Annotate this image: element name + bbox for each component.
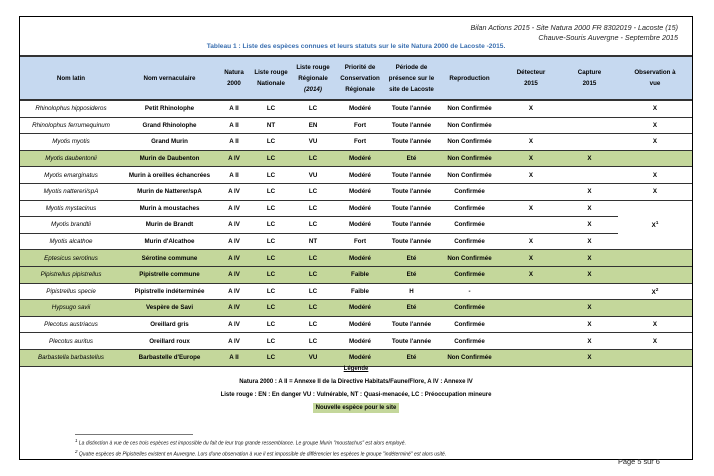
cell-liste-rouge-regionale: LC (291, 100, 335, 117)
cell-nom-vernaculaire: Oreillard gris (122, 316, 217, 333)
cell-liste-rouge-regionale: LC (291, 150, 335, 167)
cell-observation: X (618, 316, 692, 333)
cell-priorite: Modéré (335, 200, 385, 217)
cell-capture: X (561, 183, 618, 200)
col-natura-2000: Natura 2000 (217, 56, 251, 100)
cell-natura-2000: A II (217, 134, 251, 151)
cell-capture (561, 167, 618, 184)
cell-periode: Toute l'année (385, 233, 438, 250)
footnote-1: $^1$ La distinction à vue de ces trois espèces est impossible du fait de leur trop grande ressemblance. Le groupe Murin "moustachus" est alors employé. (75, 438, 406, 447)
table-row (20, 167, 692, 184)
cell-capture: X (561, 233, 618, 250)
table-header-row (20, 56, 692, 100)
cell-liste-rouge-nationale: LC (251, 316, 291, 333)
cell-observation-merged: $X^1$ (618, 200, 692, 250)
cell-observation (618, 300, 692, 317)
cell-reproduction: Non Confirmée (438, 250, 501, 267)
cell-reproduction: Non Confirmée (438, 150, 501, 167)
cell-periode: Toute l'année (385, 316, 438, 333)
cell-nom-latin: Myotis alcathoe (20, 233, 122, 250)
cell-detecteur: X (501, 100, 561, 117)
cell-liste-rouge-nationale: LC (251, 100, 291, 117)
cell-natura-2000: A IV (217, 283, 251, 300)
cell-nom-vernaculaire: Murin d'Alcathoe (122, 233, 217, 250)
table-row (20, 316, 692, 333)
table-caption: Tableau 1 : Liste des espèces connues et leurs statuts sur le site Natura 2000 de Lacoste -2015. (206, 43, 506, 50)
col-periode-presence: Période de présence sur le site de Lacoste (385, 56, 438, 100)
cell-nom-latin: Hypsugo savii (20, 300, 122, 317)
cell-capture: X (561, 300, 618, 317)
header-line-2: Chauve-Souris Auvergne - Septembre 2015 (538, 33, 678, 42)
legend-new-species: Nouvelle espèce pour le site (313, 403, 400, 413)
cell-nom-latin: Plecotus austriacus (20, 316, 122, 333)
table-row (20, 250, 692, 267)
cell-observation (618, 250, 692, 267)
cell-liste-rouge-regionale: LC (291, 266, 335, 283)
cell-nom-latin: Plecotus auritus (20, 333, 122, 350)
legend-liste-rouge: Liste rouge : EN : En danger VU : Vulnérable, NT : Quasi-menacée, LC : Préoccupation mineure (220, 392, 492, 398)
cell-liste-rouge-nationale: LC (251, 349, 291, 366)
cell-periode: Toute l'année (385, 333, 438, 350)
page-number: Page 5 sur 6 (618, 457, 660, 466)
cell-natura-2000: A IV (217, 200, 251, 217)
cell-observation: $X^2$ (618, 283, 692, 300)
cell-priorite: Modéré (335, 250, 385, 267)
cell-natura-2000: A IV (217, 333, 251, 350)
cell-nom-vernaculaire: Grand Murin (122, 134, 217, 151)
legend (20, 363, 692, 415)
table-row (20, 134, 692, 151)
cell-natura-2000: A IV (217, 266, 251, 283)
col-capture: Capture 2015 (561, 56, 618, 100)
cell-detecteur (501, 117, 561, 134)
cell-nom-vernaculaire: Murin de Natterer/spA (122, 183, 217, 200)
cell-capture: X (561, 200, 618, 217)
col-liste-rouge-nationale: Liste rouge Nationale (251, 56, 291, 100)
cell-capture (561, 134, 618, 151)
cell-nom-latin: Myotis myotis (20, 134, 122, 151)
cell-reproduction: Confirmée (438, 217, 501, 234)
table-row (20, 266, 692, 283)
cell-capture: X (561, 349, 618, 366)
cell-observation (618, 266, 692, 283)
cell-priorite: Fort (335, 233, 385, 250)
col-priorite-conservation: Priorité de Conservation Régionale (335, 56, 385, 100)
cell-capture: X (561, 333, 618, 350)
cell-nom-vernaculaire: Sérotine commune (122, 250, 217, 267)
cell-liste-rouge-regionale: LC (291, 217, 335, 234)
cell-liste-rouge-nationale: LC (251, 167, 291, 184)
legend-title: Légende (343, 366, 369, 372)
cell-reproduction: Confirmée (438, 233, 501, 250)
col-nom-vernaculaire: Nom vernaculaire (122, 56, 217, 100)
cell-detecteur (501, 316, 561, 333)
cell-observation: X (618, 183, 692, 200)
cell-observation: X (618, 167, 692, 184)
col-nom-latin: Nom latin (20, 56, 122, 100)
table-row (20, 183, 692, 200)
table-row (20, 117, 692, 134)
cell-capture (561, 283, 618, 300)
cell-natura-2000: A IV (217, 250, 251, 267)
cell-detecteur (501, 217, 561, 234)
cell-periode: Toute l'année (385, 134, 438, 151)
running-header (471, 23, 679, 43)
cell-nom-vernaculaire: Grand Rhinolophe (122, 117, 217, 134)
cell-liste-rouge-regionale: LC (291, 200, 335, 217)
cell-natura-2000: A II (217, 100, 251, 117)
cell-capture: X (561, 250, 618, 267)
cell-nom-vernaculaire: Pipistrelle indéterminée (122, 283, 217, 300)
cell-nom-latin: Barbastella barbastellus (20, 349, 122, 366)
cell-liste-rouge-nationale: LC (251, 283, 291, 300)
cell-liste-rouge-nationale: LC (251, 250, 291, 267)
cell-natura-2000: A IV (217, 150, 251, 167)
cell-nom-vernaculaire: Pipistrelle commune (122, 266, 217, 283)
cell-reproduction: Non Confirmée (438, 134, 501, 151)
cell-capture: X (561, 316, 618, 333)
cell-liste-rouge-nationale: LC (251, 183, 291, 200)
cell-nom-latin: Myotis nattereri/spA (20, 183, 122, 200)
cell-liste-rouge-nationale: LC (251, 266, 291, 283)
cell-liste-rouge-regionale: NT (291, 233, 335, 250)
table-row (20, 200, 692, 217)
cell-liste-rouge-regionale: VU (291, 349, 335, 366)
cell-detecteur (501, 183, 561, 200)
cell-priorite: Fort (335, 117, 385, 134)
cell-nom-vernaculaire: Vespère de Savi (122, 300, 217, 317)
cell-liste-rouge-regionale: EN (291, 117, 335, 134)
cell-detecteur: X (501, 233, 561, 250)
cell-periode: Eté (385, 349, 438, 366)
cell-liste-rouge-regionale: LC (291, 183, 335, 200)
cell-natura-2000: A II (217, 349, 251, 366)
cell-reproduction: - (438, 283, 501, 300)
cell-detecteur (501, 283, 561, 300)
cell-reproduction: Confirmée (438, 316, 501, 333)
cell-observation: X (618, 333, 692, 350)
table-row (20, 233, 692, 250)
cell-reproduction: Non Confirmée (438, 117, 501, 134)
cell-detecteur: X (501, 200, 561, 217)
table-row (20, 333, 692, 350)
cell-liste-rouge-regionale: VU (291, 167, 335, 184)
cell-liste-rouge-nationale: LC (251, 134, 291, 151)
cell-observation: X (618, 134, 692, 151)
cell-detecteur: X (501, 167, 561, 184)
cell-observation: X (618, 117, 692, 134)
cell-periode: Toute l'année (385, 167, 438, 184)
cell-detecteur: X (501, 250, 561, 267)
cell-natura-2000: A IV (217, 233, 251, 250)
header-line-1: Bilan Actions 2015 - Site Natura 2000 FR 8302019 - Lacoste (15) (470, 23, 678, 32)
col-reproduction: Reproduction (438, 56, 501, 100)
cell-reproduction: Confirmée (438, 183, 501, 200)
cell-reproduction: Confirmée (438, 266, 501, 283)
cell-liste-rouge-nationale: LC (251, 233, 291, 250)
cell-nom-vernaculaire: Murin à oreilles échancrées (122, 167, 217, 184)
cell-reproduction: Non Confirmée (438, 167, 501, 184)
cell-detecteur: X (501, 150, 561, 167)
cell-liste-rouge-regionale: LC (291, 283, 335, 300)
cell-detecteur (501, 333, 561, 350)
cell-liste-rouge-nationale: LC (251, 333, 291, 350)
cell-nom-vernaculaire: Barbastelle d'Europe (122, 349, 217, 366)
cell-priorite: Faible (335, 266, 385, 283)
col-liste-rouge-regionale: Liste rouge Régionale (2014) (291, 56, 335, 100)
cell-periode: Toute l'année (385, 117, 438, 134)
cell-priorite: Modéré (335, 100, 385, 117)
cell-priorite: Modéré (335, 300, 385, 317)
cell-liste-rouge-nationale: NT (251, 117, 291, 134)
cell-periode: H (385, 283, 438, 300)
cell-nom-latin: Rhinolophus ferrumequinum (20, 117, 122, 134)
cell-nom-latin: Eptesicus serotinus (20, 250, 122, 267)
cell-natura-2000: A IV (217, 217, 251, 234)
cell-nom-latin: Pipistrellus pipistrellus (20, 266, 122, 283)
cell-reproduction: Confirmée (438, 333, 501, 350)
cell-nom-latin: Myotis daubentonii (20, 150, 122, 167)
cell-natura-2000: A II (217, 167, 251, 184)
cell-observation (618, 150, 692, 167)
cell-nom-vernaculaire: Murin de Brandt (122, 217, 217, 234)
table-row (20, 217, 692, 234)
cell-periode: Eté (385, 150, 438, 167)
cell-periode: Toute l'année (385, 200, 438, 217)
footnote-2: $^2$ Quatre espèces de Pipistrelles existent en Auvergne. Lors d'une observation à vue il est impossible de différencier les espèces le groupe "indéterminé" est alors usité. (75, 448, 447, 458)
cell-nom-vernaculaire: Oreillard roux (122, 333, 217, 350)
cell-priorite: Modéré (335, 217, 385, 234)
table-row (20, 300, 692, 317)
col-observation-vue: Observation à vue (618, 56, 692, 100)
table-row (20, 150, 692, 167)
footnote-separator (75, 434, 193, 435)
cell-nom-latin: Pipistrellus specie (20, 283, 122, 300)
cell-detecteur: X (501, 134, 561, 151)
cell-liste-rouge-nationale: LC (251, 300, 291, 317)
cell-nom-vernaculaire: Murin à moustaches (122, 200, 217, 217)
cell-nom-vernaculaire: Murin de Daubenton (122, 150, 217, 167)
cell-periode: Eté (385, 266, 438, 283)
cell-liste-rouge-regionale: VU (291, 134, 335, 151)
cell-priorite: Modéré (335, 333, 385, 350)
cell-natura-2000: A IV (217, 316, 251, 333)
cell-liste-rouge-regionale: LC (291, 316, 335, 333)
cell-detecteur: X (501, 266, 561, 283)
cell-detecteur (501, 300, 561, 317)
cell-capture: X (561, 150, 618, 167)
cell-priorite: Modéré (335, 150, 385, 167)
species-table (20, 55, 692, 367)
cell-nom-latin: Myotis mystacinus (20, 200, 122, 217)
cell-nom-latin: Rhinolophus hipposideros (20, 100, 122, 117)
col-detecteur: Détecteur 2015 (501, 56, 561, 100)
cell-capture (561, 100, 618, 117)
cell-capture: X (561, 217, 618, 234)
cell-priorite: Faible (335, 283, 385, 300)
cell-priorite: Fort (335, 134, 385, 151)
cell-nom-vernaculaire: Petit Rhinolophe (122, 100, 217, 117)
table-row (20, 100, 692, 117)
cell-priorite: Modéré (335, 349, 385, 366)
cell-liste-rouge-nationale: LC (251, 150, 291, 167)
cell-priorite: Modéré (335, 167, 385, 184)
cell-periode: Eté (385, 250, 438, 267)
cell-capture: X (561, 266, 618, 283)
cell-reproduction: Non Confirmée (438, 349, 501, 366)
table-row (20, 283, 692, 300)
cell-periode: Toute l'année (385, 183, 438, 200)
cell-periode: Toute l'année (385, 217, 438, 234)
cell-liste-rouge-regionale: LC (291, 250, 335, 267)
cell-liste-rouge-regionale: LC (291, 333, 335, 350)
cell-natura-2000: A II (217, 117, 251, 134)
cell-periode: Eté (385, 300, 438, 317)
cell-liste-rouge-regionale: LC (291, 300, 335, 317)
cell-priorite: Modéré (335, 183, 385, 200)
cell-priorite: Modéré (335, 316, 385, 333)
cell-natura-2000: A IV (217, 300, 251, 317)
cell-nom-latin: Myotis brandtii (20, 217, 122, 234)
cell-liste-rouge-nationale: LC (251, 217, 291, 234)
cell-capture (561, 117, 618, 134)
cell-reproduction: Non Confirmée (438, 100, 501, 117)
cell-nom-latin: Myotis emarginatus (20, 167, 122, 184)
cell-natura-2000: A IV (217, 183, 251, 200)
footnotes (75, 437, 446, 458)
cell-observation: X (618, 100, 692, 117)
cell-periode: Toute l'année (385, 100, 438, 117)
legend-natura: Natura 2000 : A II = Annexe II de la Directive Habitats/Faune/Flore, A IV : Annexe IV (239, 379, 473, 385)
cell-reproduction: Confirmée (438, 200, 501, 217)
document-page (19, 16, 693, 466)
cell-liste-rouge-nationale: LC (251, 200, 291, 217)
cell-reproduction: Confirmée (438, 300, 501, 317)
